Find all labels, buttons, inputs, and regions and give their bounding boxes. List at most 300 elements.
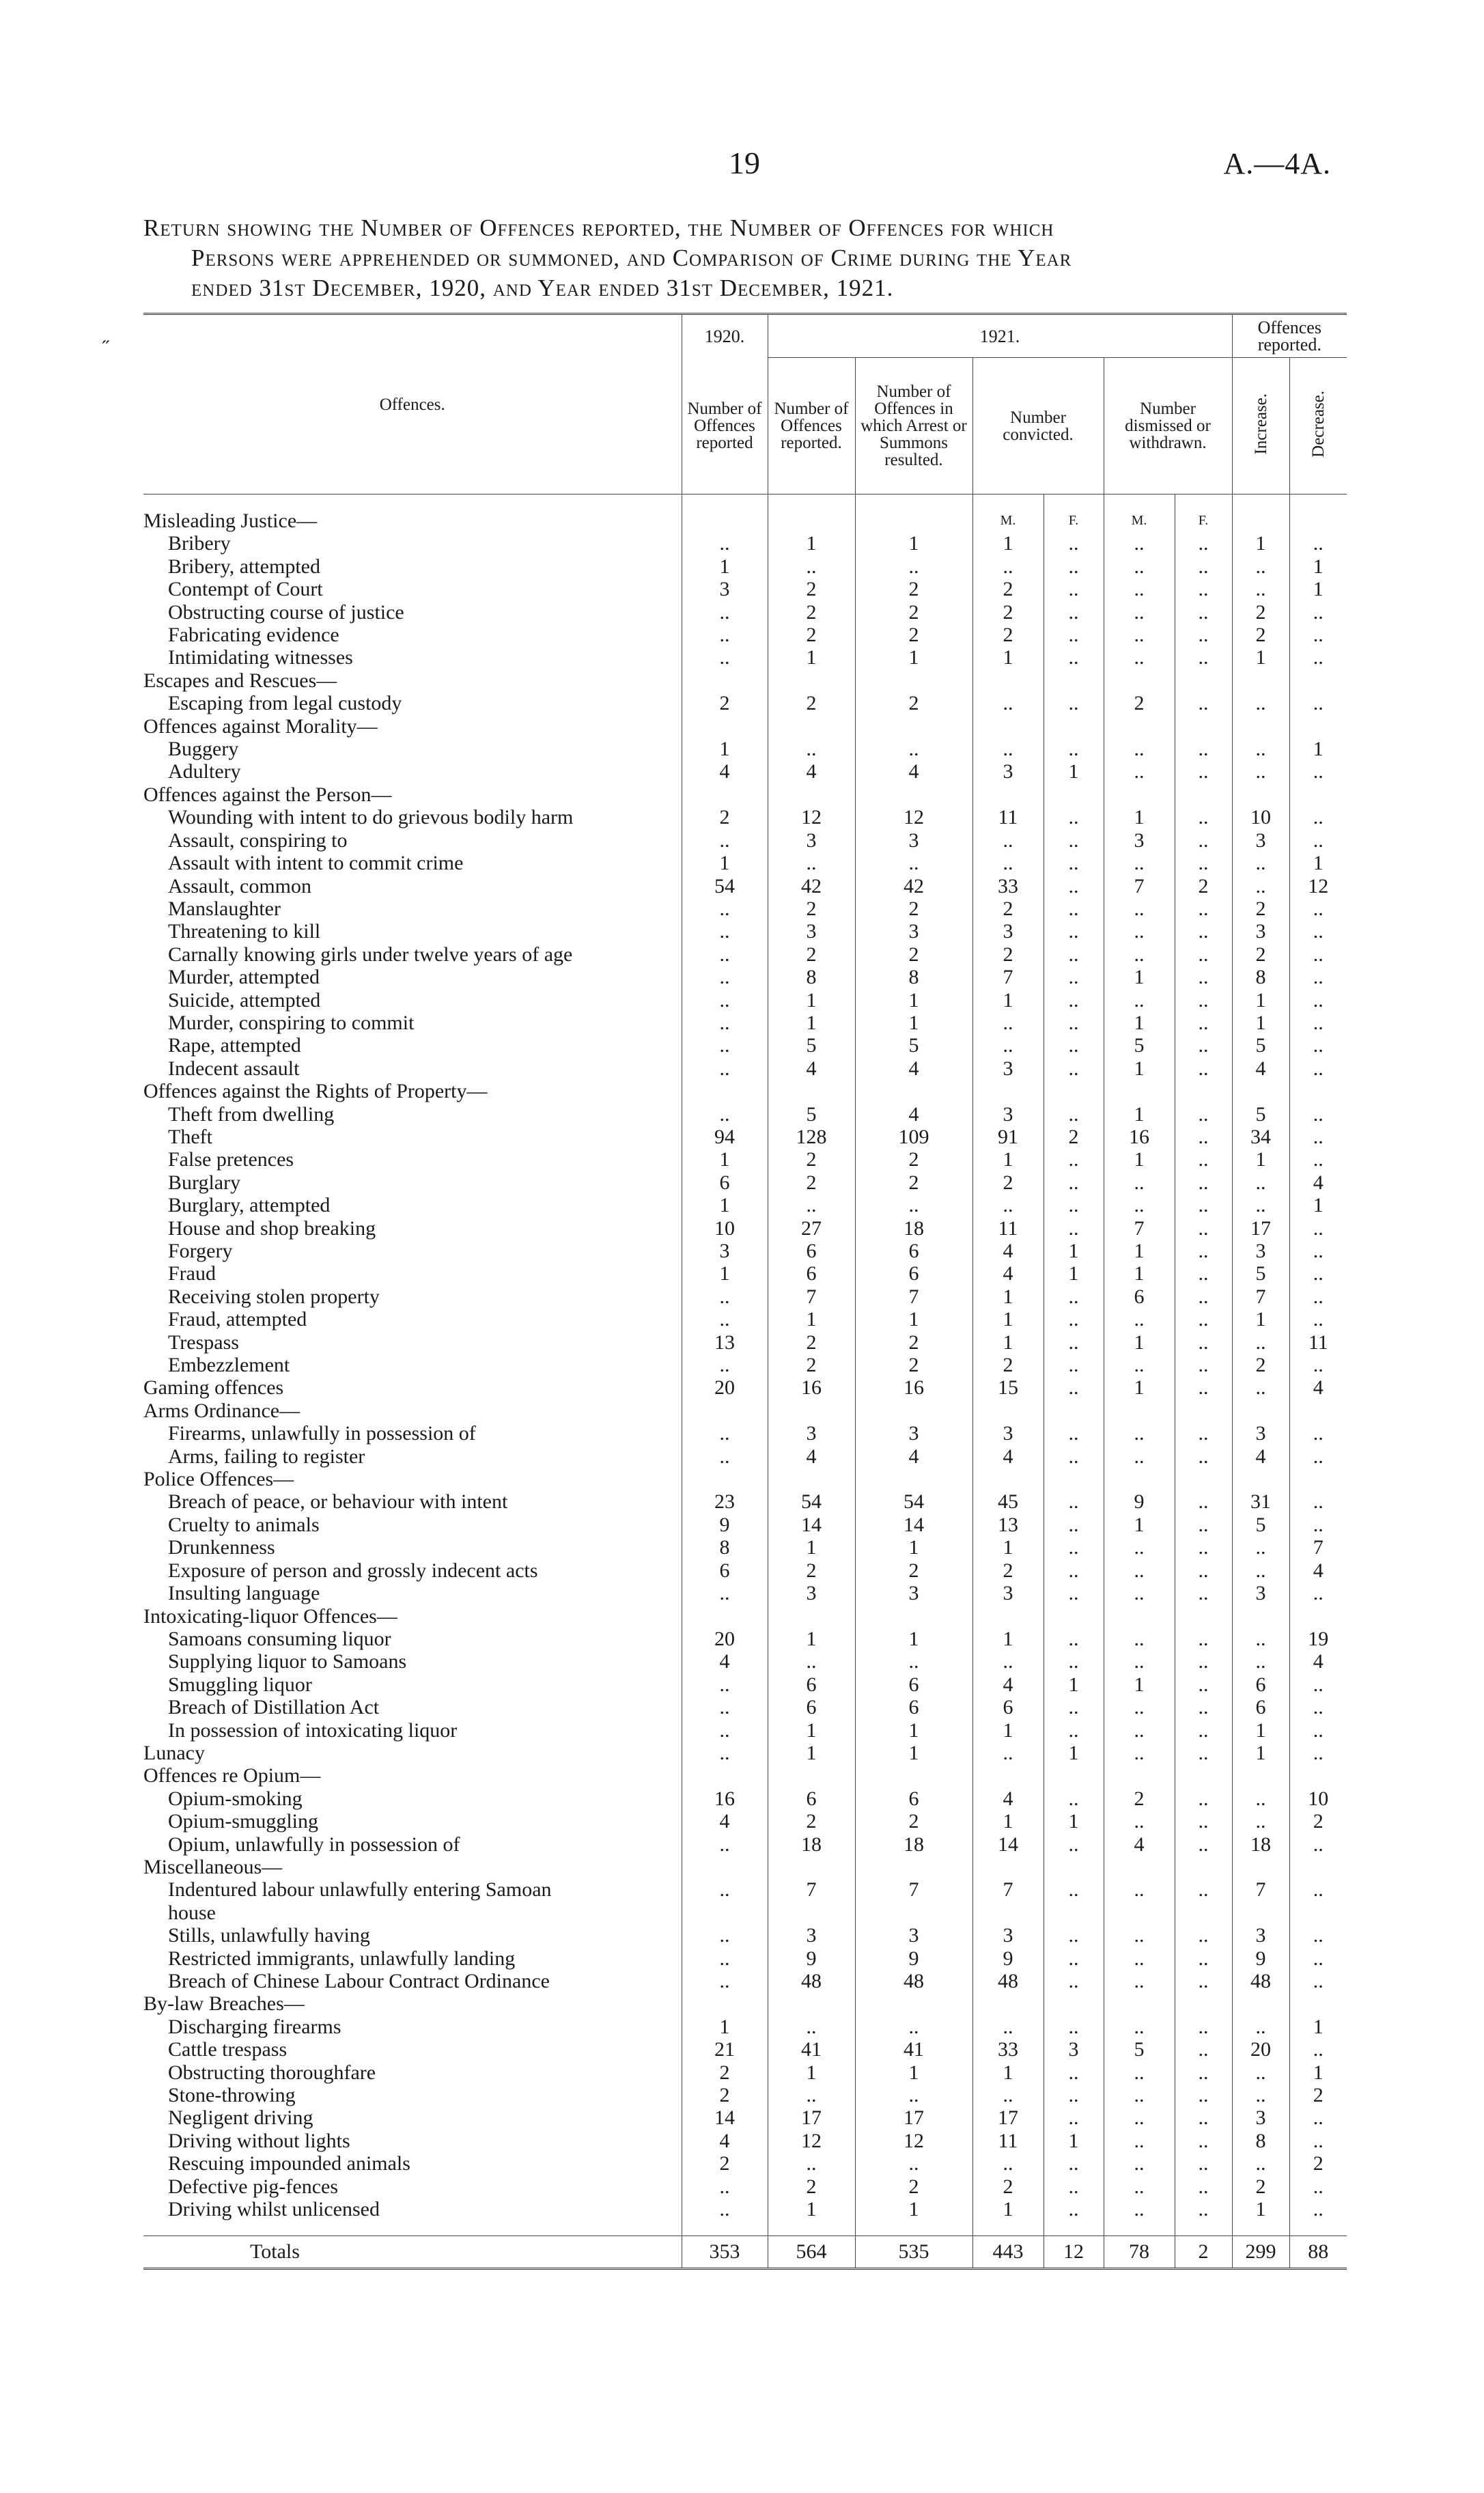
value-cell: 1 — [1232, 1742, 1289, 1764]
value-cell: 3 — [1232, 829, 1289, 852]
value-cell — [1044, 1399, 1104, 1422]
offence-text: Samoans consuming liquor — [168, 1628, 395, 1650]
value-cell: .. — [1044, 1217, 1104, 1240]
value-cell: 4 — [972, 1673, 1044, 1696]
value-cell: 1 — [768, 1719, 855, 1742]
value-cell: .. — [1175, 1217, 1232, 1240]
value-cell: .. — [1289, 2106, 1347, 2129]
table-row — [143, 1445, 1347, 1468]
value-cell: 2 — [855, 1559, 972, 1582]
value-cell: 1 — [1104, 966, 1175, 988]
value-cell: 1 — [1289, 555, 1347, 578]
value-cell: 2 — [1232, 1354, 1289, 1376]
value-cell: 2 — [768, 943, 855, 966]
value-cell: 3 — [972, 920, 1044, 943]
value-cell: 1 — [855, 2198, 972, 2220]
offence-text: Opium-smuggling — [168, 1810, 322, 1833]
table-row — [143, 875, 1347, 897]
value-cell: .. — [1175, 2106, 1232, 2129]
value-cell: 1 — [682, 852, 768, 874]
value-cell: .. — [1232, 2016, 1289, 2038]
value-cell — [1175, 783, 1232, 806]
value-cell: 23 — [682, 1490, 768, 1513]
value-cell: .. — [1175, 532, 1232, 555]
value-cell: 8 — [768, 966, 855, 988]
value-cell — [768, 1764, 855, 1787]
value-cell: 2 — [855, 1810, 972, 1833]
value-cell: 45 — [972, 1490, 1044, 1513]
value-cell: 1 — [682, 555, 768, 578]
offence-text: Embezzlement — [168, 1354, 294, 1376]
offence-label — [143, 1536, 682, 1559]
table-row — [143, 1331, 1347, 1354]
value-cell — [1289, 510, 1347, 532]
value-cell: .. — [682, 1742, 768, 1764]
offence-text: Smuggling liquor — [168, 1673, 316, 1696]
value-cell: .. — [1104, 1878, 1175, 1901]
value-cell: 8 — [1232, 966, 1289, 988]
value-cell: 2 — [855, 578, 972, 600]
offence-text: Intoxicating-liquor Offences— — [143, 1605, 402, 1628]
value-cell: 1 — [855, 1536, 972, 1559]
value-cell — [855, 1605, 972, 1628]
value-cell: .. — [1175, 989, 1232, 1012]
value-cell: .. — [682, 1354, 768, 1376]
value-cell: 3 — [855, 1582, 972, 1604]
value-cell: 1 — [1104, 1262, 1175, 1285]
value-cell: 1 — [972, 1285, 1044, 1308]
value-cell: .. — [1175, 1536, 1232, 1559]
offence-label — [143, 1764, 682, 1787]
table-row — [143, 1376, 1347, 1399]
offence-text: Assault, conspiring to — [168, 829, 352, 852]
value-cell: 17 — [972, 2106, 1044, 2129]
value-cell: .. — [1232, 875, 1289, 897]
value-cell: 6 — [855, 1240, 972, 1262]
value-cell: .. — [682, 1719, 768, 1742]
value-cell: .. — [1175, 2038, 1232, 2061]
offence-label — [143, 1057, 682, 1080]
offence-text: Cruelty to animals — [168, 1514, 324, 1536]
value-cell: 1 — [682, 2016, 768, 2038]
offence-label — [143, 510, 682, 532]
offence-label — [143, 1924, 682, 1947]
table-row — [143, 555, 1347, 578]
value-cell: 109 — [855, 1126, 972, 1148]
offence-text: Intimidating witnesses — [168, 646, 357, 669]
value-cell: .. — [1175, 943, 1232, 966]
offence-text: Theft — [168, 1126, 216, 1148]
value-cell: .. — [682, 1285, 768, 1308]
value-cell: .. — [1104, 1582, 1175, 1604]
value-cell: 1 — [768, 1308, 855, 1331]
value-cell: 4 — [855, 760, 972, 783]
value-cell: .. — [1044, 2106, 1104, 2129]
value-cell: .. — [1175, 1673, 1232, 1696]
value-cell: 4 — [682, 760, 768, 783]
value-cell: .. — [1175, 1650, 1232, 1673]
offence-label — [143, 875, 682, 897]
offence-text: Burglary — [168, 1171, 244, 1194]
value-cell: 5 — [1232, 1262, 1289, 1285]
table-row — [143, 532, 1347, 555]
value-cell — [855, 1856, 972, 1878]
value-cell: 4 — [972, 1240, 1044, 1262]
value-cell: .. — [1044, 852, 1104, 874]
value-cell: 6 — [768, 1262, 855, 1285]
value-cell: .. — [1044, 989, 1104, 1012]
value-cell — [1289, 1605, 1347, 1628]
table-row — [143, 1422, 1347, 1445]
value-cell: 5 — [1232, 1103, 1289, 1126]
value-cell: .. — [1232, 1376, 1289, 1399]
value-cell: 4 — [1289, 1650, 1347, 1673]
value-cell: .. — [1044, 2175, 1104, 2198]
value-cell: 128 — [768, 1126, 855, 1148]
totals-row — [143, 2236, 1347, 2269]
offence-text: Indecent assault — [168, 1057, 303, 1080]
value-cell: 6 — [768, 1787, 855, 1810]
value-cell: .. — [1232, 760, 1289, 783]
value-cell — [1044, 783, 1104, 806]
offence-label — [143, 1126, 682, 1148]
value-cell: 1 — [972, 1810, 1044, 1833]
value-cell: 1 — [1104, 1673, 1175, 1696]
value-cell: 2 — [768, 1148, 855, 1171]
value-cell: 14 — [682, 2106, 768, 2129]
value-cell: 4 — [855, 1057, 972, 1080]
value-cell — [1044, 1856, 1104, 1878]
value-cell: 1 — [1044, 1742, 1104, 1764]
value-cell: .. — [1175, 624, 1232, 646]
value-cell: 6 — [855, 1696, 972, 1718]
offence-label — [143, 1742, 682, 1764]
value-cell: .. — [1044, 1376, 1104, 1399]
value-cell: 8 — [682, 1536, 768, 1559]
offence-label — [143, 2038, 682, 2061]
value-cell: .. — [1232, 2152, 1289, 2175]
offence-text: Manslaughter — [168, 897, 285, 920]
value-cell: 42 — [855, 875, 972, 897]
value-cell: 7 — [768, 1878, 855, 1901]
offence-label — [143, 646, 682, 669]
value-cell: .. — [1044, 1354, 1104, 1376]
value-cell: .. — [1044, 1787, 1104, 1810]
value-cell: 1 — [972, 989, 1044, 1012]
table-row — [143, 783, 1347, 806]
value-cell: .. — [1044, 1490, 1104, 1513]
value-cell: .. — [1175, 1331, 1232, 1354]
value-cell: .. — [1175, 897, 1232, 920]
table-row — [143, 692, 1347, 714]
value-cell: .. — [855, 555, 972, 578]
value-cell: .. — [1044, 1536, 1104, 1559]
offence-label — [143, 1719, 682, 1742]
value-cell: .. — [855, 2084, 972, 2106]
value-cell: .. — [768, 555, 855, 578]
value-cell: 1 — [1044, 760, 1104, 783]
value-cell: 1 — [1104, 1012, 1175, 1034]
value-cell: 7 — [1104, 875, 1175, 897]
value-cell: 27 — [768, 1217, 855, 1240]
value-cell: 2 — [768, 578, 855, 600]
value-cell: .. — [1175, 692, 1232, 714]
table-row — [143, 1605, 1347, 1628]
value-cell: 2 — [1175, 875, 1232, 897]
value-cell — [855, 1468, 972, 1490]
value-cell: .. — [1044, 966, 1104, 988]
value-cell — [768, 1468, 855, 1490]
value-cell: .. — [1104, 2130, 1175, 2152]
table-row — [143, 715, 1347, 738]
value-cell — [1175, 1399, 1232, 1422]
value-cell — [1044, 669, 1104, 692]
value-cell: 1 — [1044, 1673, 1104, 1696]
value-cell: .. — [1175, 1034, 1232, 1057]
value-cell — [1104, 1468, 1175, 1490]
value-cell: 2 — [682, 2084, 768, 2106]
value-cell: 2 — [972, 1171, 1044, 1194]
value-cell: .. — [1232, 2061, 1289, 2084]
value-cell: .. — [1289, 1582, 1347, 1604]
value-cell — [768, 510, 855, 532]
value-cell: 4 — [768, 1445, 855, 1468]
value-cell: .. — [972, 2152, 1044, 2175]
header-dismissed: Number dismissed or withdrawn. — [1104, 358, 1232, 495]
value-cell — [855, 1764, 972, 1787]
value-cell: 1 — [1044, 1262, 1104, 1285]
offence-text: Bribery — [168, 532, 235, 555]
value-cell: 1 — [1044, 1810, 1104, 1833]
value-cell: .. — [1289, 897, 1347, 920]
value-cell: 3 — [1232, 1240, 1289, 1262]
table-row — [143, 1262, 1347, 1285]
value-cell: .. — [1175, 1262, 1232, 1285]
value-cell: .. — [1044, 875, 1104, 897]
value-cell — [1044, 1764, 1104, 1787]
table-row — [143, 1285, 1347, 1308]
value-cell: .. — [1232, 1194, 1289, 1216]
table-row — [143, 1742, 1347, 1764]
value-cell: .. — [1044, 1650, 1104, 1673]
value-cell: .. — [1104, 852, 1175, 874]
value-cell: 2 — [1232, 943, 1289, 966]
offence-label — [143, 1673, 682, 1696]
value-cell — [972, 1080, 1044, 1102]
value-cell: .. — [1289, 1354, 1347, 1376]
value-cell: 3 — [855, 920, 972, 943]
value-cell: 1 — [855, 1719, 972, 1742]
value-cell: .. — [1044, 2016, 1104, 2038]
value-cell: .. — [1175, 555, 1232, 578]
offence-text: In possession of intoxicating liquor — [168, 1719, 461, 1742]
value-cell: 6 — [855, 1673, 972, 1696]
value-cell: .. — [1232, 555, 1289, 578]
offence-label — [143, 966, 682, 988]
value-cell: .. — [1175, 1696, 1232, 1718]
value-cell: .. — [1175, 966, 1232, 988]
margin-mark: ˝ — [102, 337, 109, 359]
value-cell: .. — [1175, 1376, 1232, 1399]
value-cell — [768, 1992, 855, 2015]
value-cell: .. — [1289, 989, 1347, 1012]
table-row — [143, 2175, 1347, 2198]
value-cell — [1104, 1605, 1175, 1628]
value-cell: .. — [972, 852, 1044, 874]
value-cell: 2 — [972, 897, 1044, 920]
value-cell: .. — [768, 2084, 855, 2106]
value-cell: .. — [1232, 738, 1289, 760]
table-row — [143, 624, 1347, 646]
value-cell: .. — [972, 1742, 1044, 1764]
value-cell: 11 — [1289, 1331, 1347, 1354]
value-cell: 18 — [855, 1217, 972, 1240]
value-cell: 20 — [682, 1628, 768, 1650]
value-cell: 78 — [1104, 2236, 1175, 2269]
value-cell: 2 — [972, 1559, 1044, 1582]
value-cell: 1 — [1232, 532, 1289, 555]
value-cell — [1104, 1992, 1175, 2015]
value-cell: 16 — [1104, 1126, 1175, 1148]
value-cell: .. — [1289, 1308, 1347, 1331]
table-row — [143, 989, 1347, 1012]
value-cell: .. — [1175, 920, 1232, 943]
value-cell: .. — [1289, 1262, 1347, 1285]
offence-label — [143, 532, 682, 555]
value-cell: 88 — [1289, 2236, 1347, 2269]
value-cell: .. — [1044, 1878, 1104, 1901]
header-year-1920: 1920. — [682, 314, 768, 358]
value-cell: 1 — [1232, 1308, 1289, 1331]
offence-label — [143, 1285, 682, 1308]
value-cell: 2 — [972, 601, 1044, 624]
offence-label — [143, 555, 682, 578]
value-cell: 2 — [768, 897, 855, 920]
value-cell: .. — [1104, 624, 1175, 646]
value-cell: .. — [1232, 1810, 1289, 1833]
value-cell: 12 — [768, 2130, 855, 2152]
value-cell: .. — [1175, 806, 1232, 828]
value-cell: .. — [1104, 532, 1175, 555]
value-cell: .. — [1175, 1171, 1232, 1194]
value-cell — [1104, 783, 1175, 806]
value-cell: 443 — [972, 2236, 1044, 2269]
offence-text: Murder, attempted — [168, 966, 324, 988]
value-cell: .. — [1232, 1787, 1289, 1810]
table-row — [143, 1148, 1347, 1171]
value-cell: 19 — [1289, 1628, 1347, 1650]
offence-text: Bribery, attempted — [168, 555, 324, 578]
value-cell: .. — [1104, 601, 1175, 624]
value-cell: .. — [1044, 1012, 1104, 1034]
value-cell: .. — [682, 1057, 768, 1080]
value-cell — [1175, 1902, 1232, 1924]
offence-text: Assault, common — [168, 875, 316, 897]
value-cell: .. — [1289, 1696, 1347, 1718]
value-cell: .. — [1289, 806, 1347, 828]
value-cell: 3 — [768, 1924, 855, 1947]
value-cell: M. — [1104, 510, 1175, 532]
value-cell: 6 — [682, 1559, 768, 1582]
value-cell — [1289, 1399, 1347, 1422]
value-cell: 1 — [972, 1719, 1044, 1742]
value-cell: 1 — [768, 1012, 855, 1034]
value-cell: 7 — [1289, 1536, 1347, 1559]
value-cell — [1232, 783, 1289, 806]
value-cell: .. — [1104, 1422, 1175, 1445]
value-cell: .. — [1232, 692, 1289, 714]
offence-label — [143, 578, 682, 600]
offence-text: Stone-throwing — [168, 2084, 300, 2106]
offence-label — [143, 1468, 682, 1490]
value-cell: .. — [1044, 646, 1104, 669]
value-cell: 3 — [855, 1924, 972, 1947]
value-cell: 3 — [1232, 1924, 1289, 1947]
offence-text: Carnally knowing girls under twelve years of age — [168, 943, 576, 966]
table-row — [143, 1628, 1347, 1650]
value-cell: 33 — [972, 875, 1044, 897]
value-cell: .. — [1044, 1148, 1104, 1171]
value-cell: 2 — [682, 692, 768, 714]
value-cell: 9 — [855, 1947, 972, 1970]
value-cell: 7 — [1232, 1878, 1289, 1901]
value-cell — [1175, 1080, 1232, 1102]
offence-text: Wounding with intent to do grievous bodily harm — [168, 806, 577, 828]
value-cell: .. — [1232, 1171, 1289, 1194]
value-cell: 6 — [1104, 1285, 1175, 1308]
value-cell: 6 — [1232, 1696, 1289, 1718]
value-cell: 9 — [682, 1514, 768, 1536]
value-cell: .. — [1289, 1947, 1347, 1970]
value-cell: 14 — [855, 1514, 972, 1536]
value-cell: 2 — [768, 2175, 855, 2198]
offence-text: Driving whilst unlicensed — [168, 2198, 384, 2220]
header-year-1921: 1921. — [768, 314, 1232, 358]
value-cell: .. — [682, 624, 768, 646]
value-cell: .. — [1175, 1490, 1232, 1513]
table-row — [143, 1970, 1347, 1992]
value-cell: 1 — [1289, 1194, 1347, 1216]
value-cell — [1104, 1856, 1175, 1878]
offence-text: Murder, conspiring to commit — [168, 1012, 418, 1034]
value-cell: .. — [1104, 1536, 1175, 1559]
value-cell: 1 — [1104, 1148, 1175, 1171]
value-cell: .. — [1232, 1331, 1289, 1354]
value-cell: .. — [1104, 1810, 1175, 1833]
value-cell — [855, 1399, 972, 1422]
value-cell: .. — [1175, 1354, 1232, 1376]
table-row — [143, 1878, 1347, 1901]
value-cell: 16 — [682, 1787, 768, 1810]
value-cell: 3 — [972, 1103, 1044, 1126]
value-cell: .. — [1044, 1171, 1104, 1194]
value-cell — [682, 1399, 768, 1422]
value-cell: .. — [1044, 692, 1104, 714]
table-row — [143, 1240, 1347, 1262]
table-row — [143, 578, 1347, 600]
offence-label — [143, 601, 682, 624]
table-row — [143, 1514, 1347, 1536]
offence-text: Forgery — [168, 1240, 236, 1262]
value-cell: 3 — [768, 1422, 855, 1445]
header-arrest-summons: Number of Offences in which Arrest or Summons resulted. — [855, 358, 972, 495]
offence-text: Breach of Distillation Act — [168, 1696, 383, 1718]
value-cell: .. — [1289, 1924, 1347, 1947]
table-row — [143, 1468, 1347, 1490]
offences-table — [143, 313, 1347, 2270]
offence-label — [143, 1650, 682, 1673]
value-cell: 1 — [855, 532, 972, 555]
